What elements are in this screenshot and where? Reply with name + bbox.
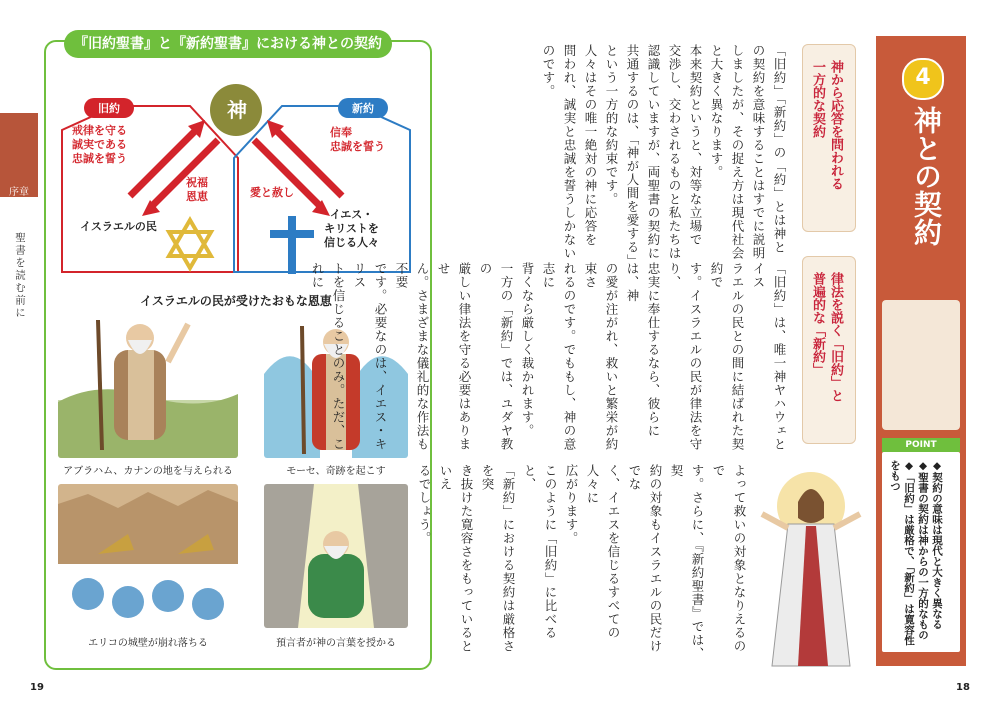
heading-1-line-2: 一方的な契約 (810, 60, 825, 138)
new-duty-2: 忠誠を誓う (330, 140, 385, 153)
c2-line-5: の愛が注がれ、救いと繁栄が約束さ (583, 262, 619, 451)
old-label: 旧約 (98, 102, 120, 115)
heading-2-line-2: 普遍的な「新約」 (810, 272, 825, 376)
c1-line-5: 本来契約というと、対等な立場で (688, 44, 703, 247)
caption-jericho: エリコの城壁が崩れ落ちる (88, 638, 208, 649)
c3-line-1: よって救いの対象となりえるので (711, 464, 747, 653)
new-label: 新約 (352, 102, 374, 115)
c1-line-11: 問われ、誠実と忠誠を誓うしかない (562, 44, 577, 260)
c3-line-3: 約の対象もイスラエルの民だけでな (627, 464, 663, 653)
c2-line-4: 忠実に奉仕するなら、彼らには、神 (625, 262, 661, 438)
illustration-abraham (58, 310, 238, 458)
c2-line-10: ん。さまざまな儀礼的な作法も不要 (394, 262, 430, 451)
chapter-title: 神との契約 (910, 106, 943, 246)
heading-1 (808, 60, 844, 226)
c2-line-2: ラエルの民との間に結ばれた契約で (709, 262, 745, 451)
heading-1-line-1: 神から応答を問われる (828, 60, 843, 190)
illustration-prophet (264, 484, 408, 628)
c2-line-11: です。必要なのは、イエス・キリス (352, 262, 388, 451)
illustration-jesus (758, 466, 864, 672)
illustration-jericho (58, 484, 238, 630)
c3-line-7: 「新約」における契約は厳格さを突 (480, 464, 516, 653)
point-3: ◆「旧約」は厳格で、「新約」は寛容性をもつ (889, 460, 915, 646)
new-arrows (254, 120, 342, 216)
c1-line-2: の契約を意味することはすでに説明 (751, 44, 766, 260)
heading-2 (808, 272, 844, 438)
c1-line-8: 共通するのは、「神が人間を愛する」 (625, 44, 640, 268)
chapter-subtitle: 聖書を読む前に (14, 232, 26, 320)
caption-moses: モーセ、奇跡を起こす (286, 466, 386, 477)
c3-line-4: く、イエスを信じるすべての人々に (585, 464, 621, 640)
banner-ornament (882, 300, 960, 430)
c1-line-10: 人々はその唯一絶対の神に応答を (583, 44, 598, 247)
c1-line-3: しましたが、その捉え方は現代社会 (730, 44, 745, 260)
panel-title: 『旧約聖書』と『新約聖書』における神との契約 (64, 30, 392, 58)
heading-2-line-1: 律法を説く「旧約」と (828, 272, 843, 402)
c3-line-6: このように「旧約」に比べると、 (522, 464, 558, 640)
c2-line-3: す。イスラエルの民が律法を守り、 (667, 262, 703, 451)
c1-line-6: 交渉し、交わされるものと私たちは (667, 44, 682, 260)
new-duties (330, 126, 385, 154)
new-people-2: キリストを (324, 222, 379, 235)
god-label: 神 (227, 98, 247, 122)
point-list (888, 460, 944, 646)
c1-line-12: のです。 (541, 44, 556, 98)
new-people-1: イエス・ (329, 208, 374, 221)
point-1: ◆契約の意味は現代と大きく異なる (931, 460, 943, 630)
star-of-david-icon (169, 220, 211, 268)
c3-line-9: るでしょう。 (417, 464, 432, 545)
caption-prophet: 預言者が神の言葉を授かる (276, 638, 396, 649)
blessings-heading: イスラエルの民が受けたおもな恩恵 (140, 294, 332, 308)
point-label: POINT (882, 438, 960, 452)
page-number-right: 18 (956, 682, 970, 693)
chapter-tab-label: 序章 (9, 187, 29, 198)
c3-line-5: 広がります。 (564, 464, 579, 545)
chapter-number: 4 (902, 58, 944, 100)
old-blessing-2: 恩恵 (186, 190, 208, 203)
c2-line-1: 「旧約」は、唯一神ヤハウェとイス (751, 262, 787, 451)
new-people (324, 208, 379, 250)
old-duties (72, 124, 127, 166)
body-column-1 (540, 44, 790, 280)
old-blessing (186, 176, 208, 204)
old-blessing-1: 祝福 (186, 176, 208, 189)
c3-line-2: す。さらに、『新約聖書』では、契 (669, 464, 705, 661)
old-duty-1: 戒律を守る (72, 124, 127, 137)
body-column-2 (310, 262, 790, 452)
new-duty-1: 信奉 (330, 126, 352, 139)
c1-line-9: という一方的な約束です。 (604, 44, 619, 206)
caption-abraham: アブラハム、カナンの地を与えられる (63, 466, 233, 477)
body-column-3 (417, 464, 750, 664)
c1-line-1: 「旧約」「新約」の「約」とは神と (772, 44, 787, 254)
c2-line-8: 一方の「新約」では、ユダヤ教の (478, 262, 514, 451)
c2-line-6: れるのです。でももし、神の意志に (541, 262, 577, 451)
c3-line-8: き抜けた寛容さをもっているといえ (438, 464, 474, 653)
c1-line-4: と大きく異なります。 (709, 44, 724, 179)
c2-line-12: トを信じることのみ。ただ、これに (310, 262, 346, 451)
c2-line-9: 厳しい律法を守る必要はありませ (436, 262, 472, 451)
c2-line-7: 背くなら厳しく裁かれます。 (520, 262, 535, 438)
new-people-3: 信じる人々 (324, 236, 379, 249)
old-duty-2: 誠実である (72, 138, 127, 151)
new-blessing: 愛と赦し (250, 186, 294, 199)
page-number-left: 19 (30, 682, 44, 693)
old-duty-3: 忠誠を誓う (72, 152, 127, 165)
c1-line-7: 認識していますが、両聖書の契約に (646, 44, 661, 260)
point-2: ◆聖書の契約は神からの一方的なもの (917, 460, 929, 640)
old-people: イスラエルの民 (80, 220, 157, 233)
